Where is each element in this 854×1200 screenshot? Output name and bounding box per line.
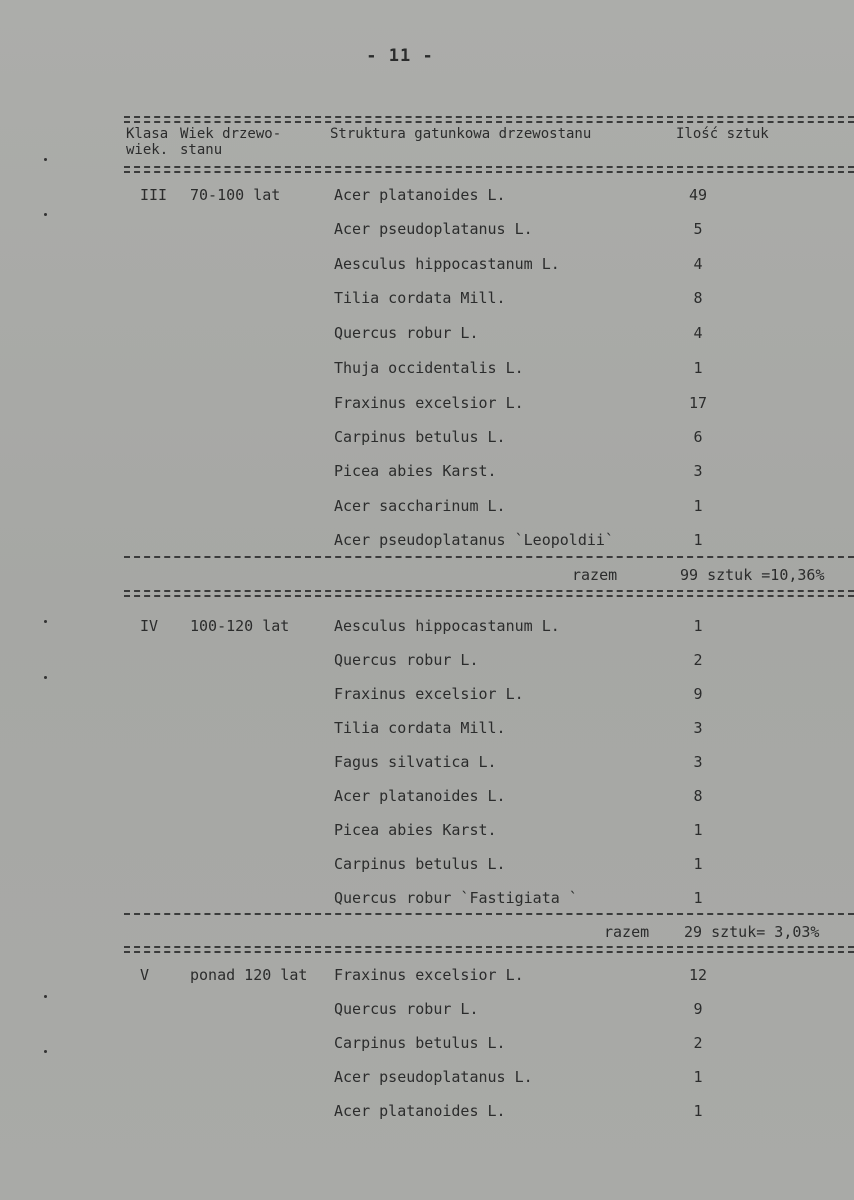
species-cell: Thuja occidentalis L. [334, 359, 524, 377]
table-row [0, 220, 854, 250]
header-ilosc: Ilość sztuk [676, 126, 769, 142]
table-row [0, 497, 854, 527]
count-cell: 8 [693, 787, 703, 805]
table-row [0, 685, 854, 715]
page-number: - 11 - [366, 46, 434, 66]
species-cell: Picea abies Karst. [334, 821, 497, 839]
species-cell: Carpinus betulus L. [334, 1034, 506, 1052]
species-cell: Acer platanoides L. [334, 186, 506, 204]
age-cell: ponad 120 lat [190, 966, 308, 984]
table-row [0, 428, 854, 458]
species-cell: Acer pseudoplatanus L. [334, 220, 533, 238]
species-cell: Fraxinus excelsior L. [334, 966, 524, 984]
count-cell: 1 [693, 1102, 703, 1120]
header-klasa-line1: Klasa [126, 126, 169, 142]
species-cell: Picea abies Karst. [334, 462, 497, 480]
count-cell: 9 [693, 685, 703, 703]
class-cell: III [140, 186, 168, 204]
count-cell: 3 [693, 462, 703, 480]
species-cell: Quercus robur L. [334, 1000, 479, 1018]
table-row [0, 1000, 854, 1030]
species-cell: Quercus robur `Fastigiata ` [334, 889, 578, 907]
species-cell: Acer platanoides L. [334, 1102, 506, 1120]
species-cell: Carpinus betulus L. [334, 428, 506, 446]
header-klasa [126, 126, 168, 158]
count-cell: 1 [693, 855, 703, 873]
species-cell: Fraxinus excelsior L. [334, 394, 524, 412]
count-cell: 5 [693, 220, 703, 238]
age-cell: 100-120 lat [190, 617, 290, 635]
summary-label: razem [572, 566, 618, 584]
species-cell: Fagus silvatica L. [334, 753, 497, 771]
table-row [0, 462, 854, 492]
species-cell: Tilia cordata Mill. [334, 719, 506, 737]
count-cell: 1 [693, 617, 703, 635]
section-rule [124, 913, 854, 915]
species-cell: Carpinus betulus L. [334, 855, 506, 873]
margin-dot [44, 158, 47, 161]
count-cell: 2 [693, 1034, 703, 1052]
summary-label: razem [604, 923, 650, 941]
species-cell: Acer saccharinum L. [334, 497, 506, 515]
header-wiek [180, 126, 281, 158]
species-cell: Acer pseudoplatanus `Leopoldii` [334, 531, 614, 549]
table-row [0, 1068, 854, 1098]
count-cell: 1 [693, 821, 703, 839]
table-top-rule [124, 116, 854, 118]
table-row [0, 651, 854, 681]
table-row [0, 1034, 854, 1064]
species-cell: Acer platanoides L. [334, 787, 506, 805]
table-row [0, 966, 854, 996]
species-cell: Fraxinus excelsior L. [334, 685, 524, 703]
table-row [0, 359, 854, 389]
table-row [0, 394, 854, 424]
count-cell: 4 [693, 324, 703, 342]
count-cell: 1 [693, 497, 703, 515]
summary-value: 99 sztuk =10,36% [680, 566, 825, 584]
class-cell: V [140, 966, 150, 984]
header-struktura: Struktura gatunkowa drzewostanu [330, 126, 592, 142]
table-row [0, 753, 854, 783]
species-cell: Quercus robur L. [334, 651, 479, 669]
header-wiek-line2: stanu [180, 142, 223, 158]
table-row [0, 855, 854, 885]
species-cell: Tilia cordata Mill. [334, 289, 506, 307]
table-row [0, 186, 854, 216]
count-cell: 6 [693, 428, 703, 446]
table-row [0, 289, 854, 319]
count-cell: 8 [693, 289, 703, 307]
count-cell: 1 [693, 359, 703, 377]
species-cell: Aesculus hippocastanum L. [334, 255, 560, 273]
class-cell: IV [140, 617, 159, 635]
table-row [0, 1102, 854, 1132]
count-cell: 17 [688, 394, 708, 412]
header-bottom-rule [124, 166, 854, 168]
count-cell: 3 [693, 719, 703, 737]
count-cell: 3 [693, 753, 703, 771]
count-cell: 12 [688, 966, 708, 984]
table-row [0, 821, 854, 851]
section-rule [124, 556, 854, 558]
section-rule [124, 590, 854, 592]
table-row [0, 255, 854, 285]
species-cell: Quercus robur L. [334, 324, 479, 342]
count-cell: 1 [693, 1068, 703, 1086]
count-cell: 2 [693, 651, 703, 669]
table-row [0, 324, 854, 354]
species-cell: Aesculus hippocastanum L. [334, 617, 560, 635]
section-rule [124, 946, 854, 948]
summary-value: 29 sztuk= 3,03% [684, 923, 820, 941]
species-cell: Acer pseudoplatanus L. [334, 1068, 533, 1086]
count-cell: 9 [693, 1000, 703, 1018]
header-klasa-line2: wiek. [126, 142, 169, 158]
table-row [0, 719, 854, 749]
table-row [0, 787, 854, 817]
count-cell: 1 [693, 531, 703, 549]
count-cell: 4 [693, 255, 703, 273]
table-row [0, 617, 854, 647]
age-cell: 70-100 lat [190, 186, 281, 204]
count-cell: 49 [688, 186, 708, 204]
count-cell: 1 [693, 889, 703, 907]
header-wiek-line1: Wiek drzewo- [180, 126, 282, 142]
